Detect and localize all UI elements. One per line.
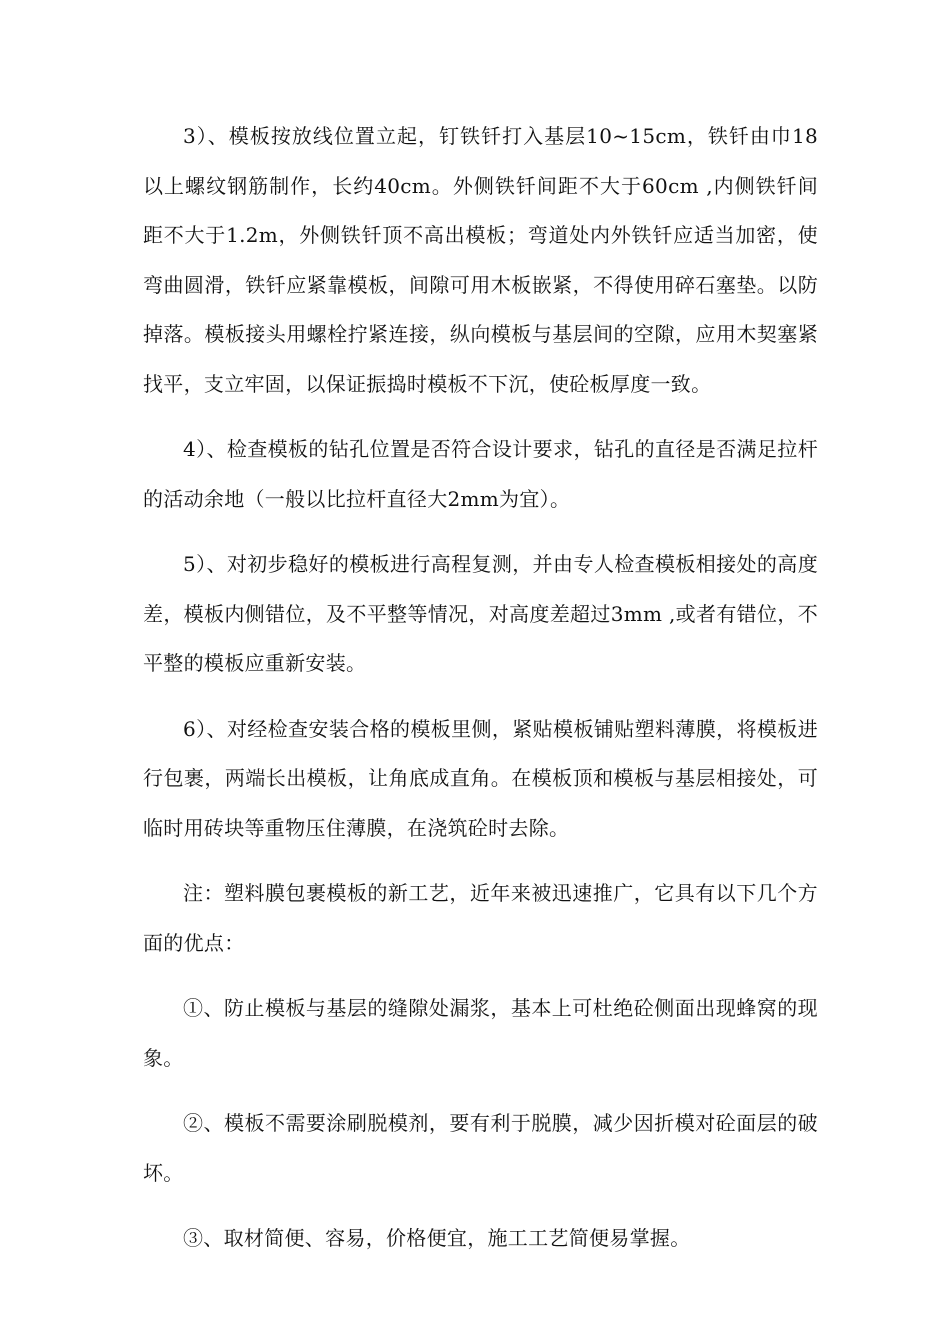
paragraph-step-5: 5）、对初步稳好的模板进行高程复测，并由专人检查模板相接处的高度差，模板内侧错位，及不平整等情况，对高度差超过3mm ,或者有错位，不平整的模板应重新安装。: [143, 552, 818, 675]
paragraph-step-3: 3）、模板按放线位置立起，钉铁钎打入基层10~15cm，铁钎由巾18以上螺纹钢筋制作，长约40cm。外侧铁钎间距不大于60cm ,内侧铁钎间距不大于1.2m，外侧铁钎顶不高出模板；弯道处内外铁钎应适当加密，使弯曲圆滑，铁钎应紧靠模板，间隙可用木板嵌紧，不得使用碎石塞垫。以防掉落。模板接头用螺栓拧紧连接，纵向模板与基层间的空隙，应用木契塞紧找平，支立牢固，以保证振捣时模板不下沉，使砼板厚度一致。: [143, 124, 818, 396]
paragraph-advantage-3: ③、取材简便、容易，价格便宜，施工工艺简便易掌握。: [183, 1226, 691, 1250]
paragraph-note: 注：塑料膜包裹模板的新工艺，近年来被迅速推广，它具有以下几个方面的优点：: [143, 881, 818, 955]
paragraph-advantage-1: ①、防止模板与基层的缝隙处漏浆，基本上可杜绝砼侧面出现蜂窝的现象。: [143, 996, 818, 1070]
document-page: [143, 112, 818, 1280]
paragraph-step-4: 4）、检查模板的钻孔位置是否符合设计要求，钻孔的直径是否满足拉杆的活动余地（一般以比拉杆直径大2mm为宜）。: [143, 437, 818, 511]
paragraph-advantage-2: ②、模板不需要涂刷脱模剂，要有利于脱膜，减少因折模对砼面层的破坏。: [143, 1111, 818, 1185]
paragraph-step-6: 6）、对经检查安装合格的模板里侧，紧贴模板铺贴塑料薄膜，将模板进行包裹，两端长出模板，让角底成直角。在模板顶和模板与基层相接处，可临时用砖块等重物压住薄膜，在浇筑砼时去除。: [143, 716, 818, 840]
